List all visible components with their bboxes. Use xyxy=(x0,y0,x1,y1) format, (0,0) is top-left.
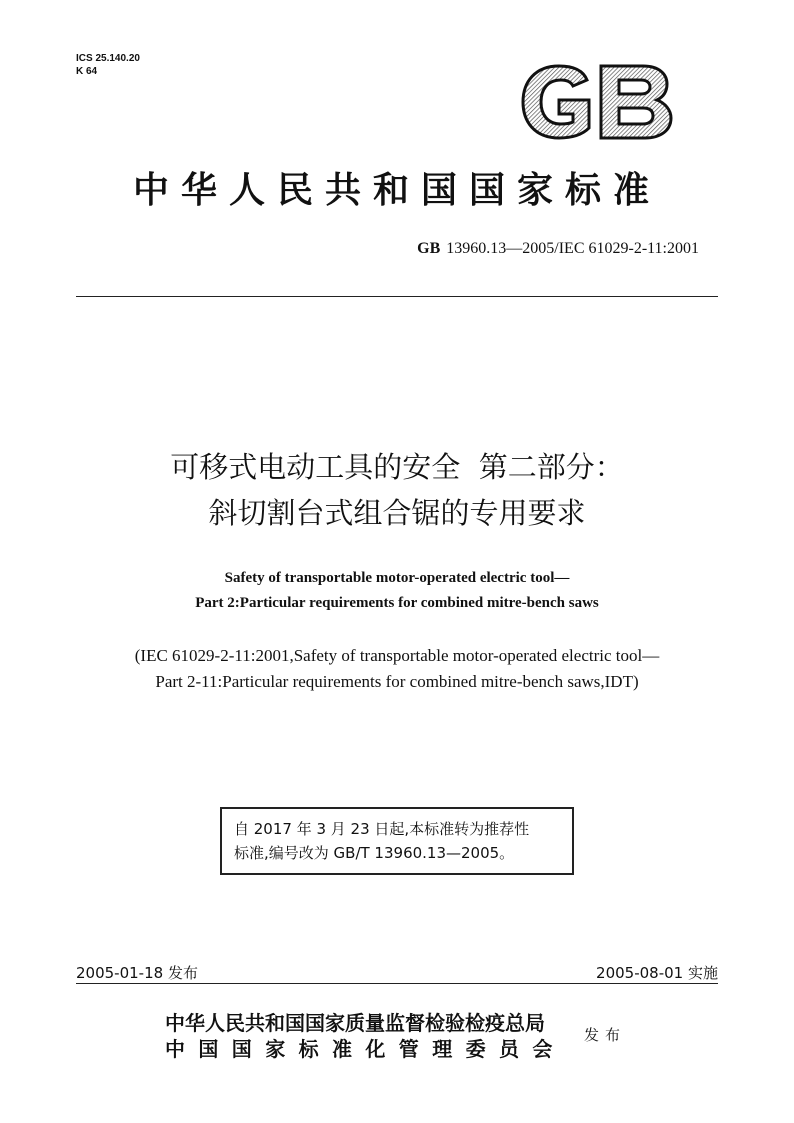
iec-reference-line2: Part 2-11:Particular requirements for combined mitre-bench saws,IDT) xyxy=(155,672,639,691)
header-divider xyxy=(76,296,718,297)
issue-verb: 发布 xyxy=(584,1026,627,1044)
ics-code: ICS 25.140.20 xyxy=(76,53,140,64)
english-title-line2: Part 2:Particular requirements for combined mitre-bench saws xyxy=(195,595,599,611)
implementation-date: 2005-08-01 实施 xyxy=(596,964,718,982)
chinese-title xyxy=(40,444,754,536)
notice-line2: 标准,编号改为 GB/T 13960.13—2005。 xyxy=(234,844,515,862)
gb-logo-icon xyxy=(517,62,677,142)
english-title xyxy=(40,566,754,616)
iec-reference-line1: (IEC 61029-2-11:2001,Safety of transportable motor-operated electric tool— xyxy=(134,646,660,665)
footer-divider xyxy=(76,983,718,984)
issuer-line2: 中国国家标准化管理委员会 xyxy=(165,1037,566,1061)
status-notice-box xyxy=(220,807,574,875)
standard-number xyxy=(417,240,699,258)
classification-codes xyxy=(76,52,140,78)
publication-date: 2005-01-18 发布 xyxy=(76,964,198,982)
iec-reference xyxy=(30,643,764,695)
standard-prefix: GB xyxy=(417,240,441,257)
chinese-title-line2: 斜切割台式组合锯的专用要求 xyxy=(208,496,586,530)
issuing-authorities xyxy=(165,1010,566,1062)
chinese-title-line1: 可移式电动工具的安全 第二部分： xyxy=(170,450,624,484)
notice-line1: 自 2017 年 3 月 23 日起,本标准转为推荐性 xyxy=(234,820,530,838)
national-standard-heading: 中华人民共和国国家标准 xyxy=(132,169,661,211)
standard-code: 13960.13—2005/IEC 61029-2-11:2001 xyxy=(446,240,699,257)
english-title-line1: Safety of transportable motor-operated electric tool— xyxy=(224,570,570,586)
ccs-code: K 64 xyxy=(76,66,98,77)
issuer-line1: 中华人民共和国国家质量监督检验检疫总局 xyxy=(165,1011,545,1035)
